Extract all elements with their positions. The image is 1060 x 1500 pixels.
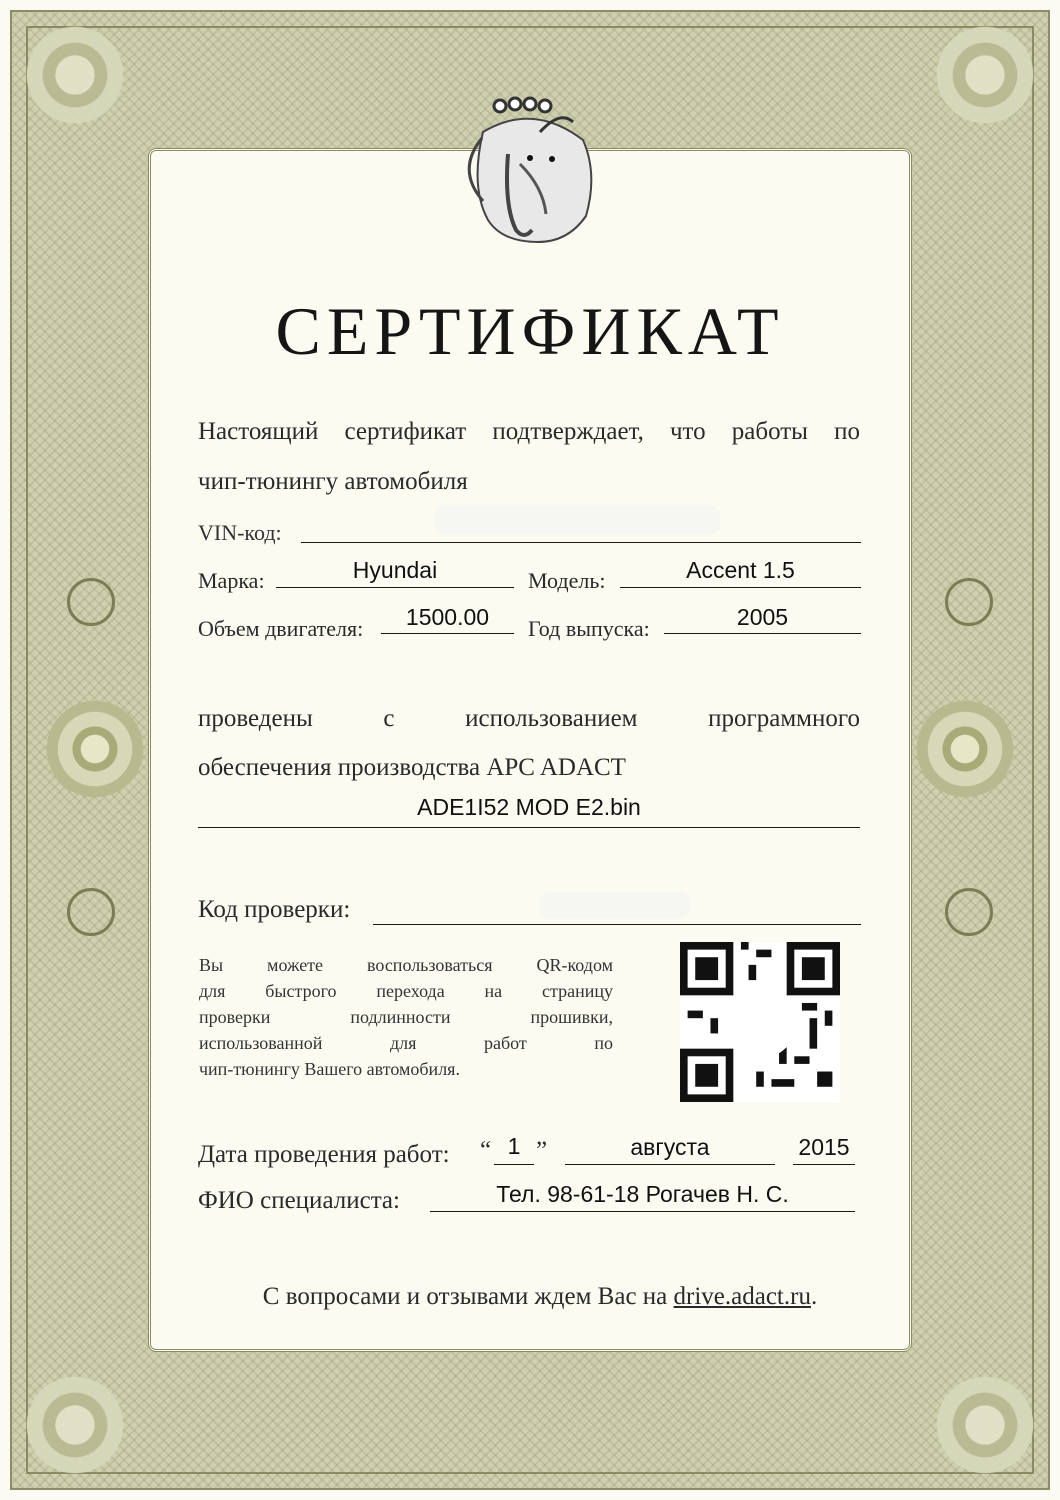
year-underline [664,633,861,634]
right-knot-ornament-lower [945,888,993,936]
corner-ornament-top-left [0,0,150,150]
date-year-underline [793,1164,855,1165]
brand-underline [276,587,514,588]
model-value: Accent 1.5 [686,557,795,583]
left-knot-ornament-lower [67,888,115,936]
date-close-quote: ” [536,1137,548,1164]
footer-text: С вопросами и отзывами ждем Вас на [262,1283,668,1310]
footer-link[interactable]: drive.adact.ru [673,1283,811,1310]
footer-dot: . [810,1283,818,1310]
certificate-title: СЕРТИФИКАТ [275,293,785,369]
verify-redacted [540,892,690,918]
software-line-2: обеспечения производства APC ADACT [198,754,626,781]
date-month-value: августа [630,1134,710,1160]
engine-underline [381,633,514,634]
engine-label: Объем двигателя: [198,616,364,641]
specialist-value: Тел. 98-61-18 Рогачев Н. С. [496,1181,789,1207]
qr-note-line-1: Вы можете воспользоваться QR-кодом [199,955,613,975]
left-knot-ornament [67,578,115,626]
brand-value: Hyundai [352,557,438,583]
engine-value: 1500.00 [405,604,490,630]
verify-underline [373,924,861,925]
corner-ornament-bottom-right [910,1350,1060,1500]
brand-label: Марка: [198,568,265,593]
date-open-quote: “ [480,1137,492,1164]
software-file-underline [198,827,860,828]
qr-note-line-5: чип-тюнингу Вашего автомобиля. [199,1059,460,1079]
vin-redacted [435,506,720,534]
date-day-value: 1 [507,1133,521,1159]
intro-line-1: Настоящий сертификат подтверждает, что работы по [198,418,860,445]
date-year-value: 2015 [798,1134,850,1160]
corner-ornament-top-right [910,0,1060,150]
vin-label: VIN-код: [198,520,282,545]
date-month-underline [565,1164,775,1165]
year-label: Год выпуска: [528,616,650,641]
right-medallion-ornament [900,684,1030,814]
software-file-value: ADE1I52 MOD E2.bin [417,794,641,820]
model-label: Модель: [528,568,606,593]
year-value: 2005 [736,604,789,630]
verify-label: Код проверки: [198,896,351,923]
left-medallion-ornament [30,684,160,814]
elephant-logo-icon [448,92,614,258]
right-knot-ornament [945,578,993,626]
model-underline [620,587,861,588]
qr-note-line-3: проверки подлинности прошивки, [199,1007,613,1027]
vin-underline [301,542,861,543]
specialist-label: ФИО специалиста: [198,1187,400,1214]
intro-line-2: чип-тюнингу автомобиля [198,468,468,495]
date-label: Дата проведения работ: [198,1141,450,1168]
qr-note-line-2: для быстрого перехода на страницу [199,981,613,1001]
qr-note-line-4: использованной для работ по [199,1033,613,1053]
qr-code-icon [680,942,840,1102]
date-day-underline [494,1164,534,1165]
corner-ornament-bottom-left [0,1350,150,1500]
footer-contact [230,1283,850,1311]
specialist-underline [430,1211,855,1212]
software-line-1: проведены с использованием программного [198,705,860,732]
